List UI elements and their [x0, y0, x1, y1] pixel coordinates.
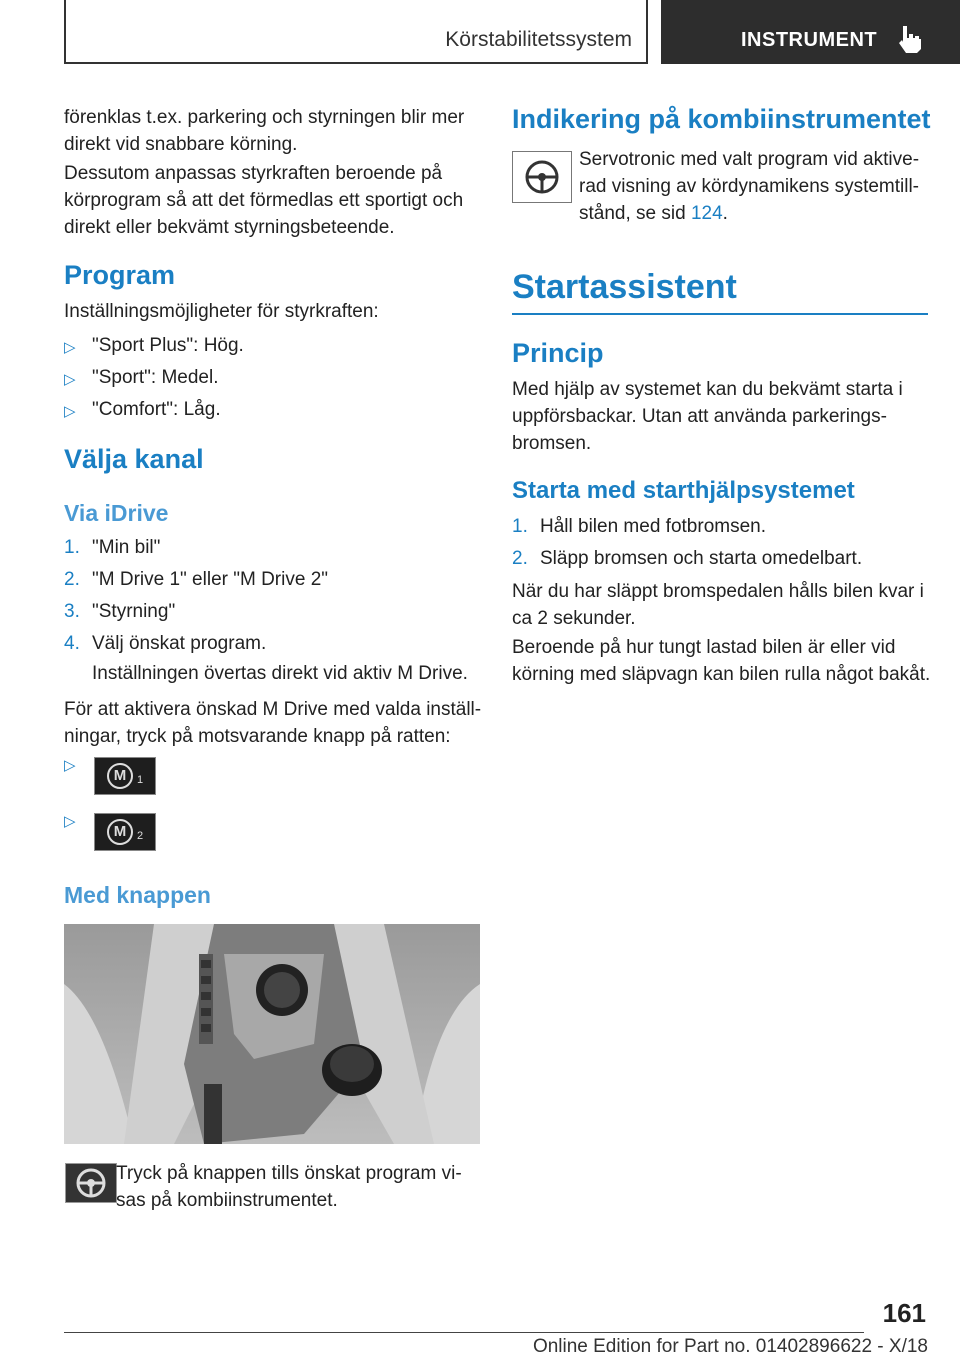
- header-section-tab: [661, 0, 960, 64]
- styrkraft-paragraph: Dessutom anpassas styrkraften beroende på körprogram så att det förmedlas ett sportigt och direkt eller bekvämt styrningsbeteende.: [64, 163, 464, 238]
- button-heading: Med knappen: [64, 882, 211, 908]
- principle-heading: Princip: [512, 338, 604, 368]
- section-title: INSTRUMENT: [741, 29, 878, 51]
- triangle-bullet-icon: ▷: [64, 813, 76, 830]
- triangle-bullet-icon: ▷: [64, 403, 76, 420]
- program-intro: Inställningsmöjligheter för styrkraften:: [64, 301, 379, 322]
- after-paragraph: När du har släppt bromspedalen hålls bilen kvar i ca 2 sekunder.: [512, 581, 924, 629]
- start-with-heading: Starta med starthjälpsystemet: [512, 477, 855, 504]
- center-console-photo: [64, 924, 480, 1144]
- triangle-bullet-icon: ▷: [64, 757, 76, 774]
- intro-paragraph: förenklas t.ex. parkering och styrningen blir mer direkt vid snabbare körning.: [64, 107, 465, 155]
- start-assistant-heading: Startassistent: [512, 268, 737, 306]
- idrive-heading: Via iDrive: [64, 500, 169, 526]
- mdrive-2-button-icon: M 2: [94, 813, 156, 851]
- steering-wheel-indicator-icon: [512, 151, 572, 203]
- activate-paragraph: För att aktivera önskad M Drive med valda inställ- ningar, tryck på motsvarande knapp på ratten:: [64, 699, 482, 747]
- program-heading: Program: [64, 260, 176, 290]
- depending-paragraph: Beroende på hur tungt lastad bilen är eller vid körning med släpvagn kan bilen rulla något bakåt.: [512, 637, 931, 685]
- steering-wheel-icon: [65, 1163, 117, 1203]
- footer-edition: Online Edition for Part no. 01402896622 - X/18: [532, 1336, 928, 1357]
- principle-paragraph: Med hjälp av systemet kan du bekvämt starta i uppförsbackar. Utan att använda parkerings- bromsen.: [512, 379, 903, 454]
- header-chapter-tab: [64, 0, 648, 64]
- channel-heading: Välja kanal: [64, 444, 204, 474]
- page-link-124[interactable]: 124: [690, 203, 723, 224]
- mdrive-1-button-icon: M 1: [94, 757, 156, 795]
- page-number: 161: [882, 1298, 926, 1328]
- heading-rule: [512, 313, 928, 315]
- pointing-hand-icon: [897, 24, 923, 54]
- button-caption: Tryck på knappen tills önskat program vi- sas på kombiinstrumentet.: [116, 1163, 462, 1211]
- triangle-bullet-icon: ▷: [64, 339, 76, 356]
- triangle-bullet-icon: ▷: [64, 371, 76, 388]
- indication-heading: Indikering på kombiinstrumentet: [512, 104, 931, 134]
- chapter-title: Körstabilitetssystem: [445, 28, 632, 51]
- indication-paragraph: Servotronic med valt program vid aktive- rad visning av kördynamikens systemtill- stånd, se sid 124.: [579, 149, 920, 224]
- footer-rule: [64, 1332, 864, 1333]
- idrive-step4-note: Inställningen övertas direkt vid aktiv M Drive.: [92, 663, 468, 684]
